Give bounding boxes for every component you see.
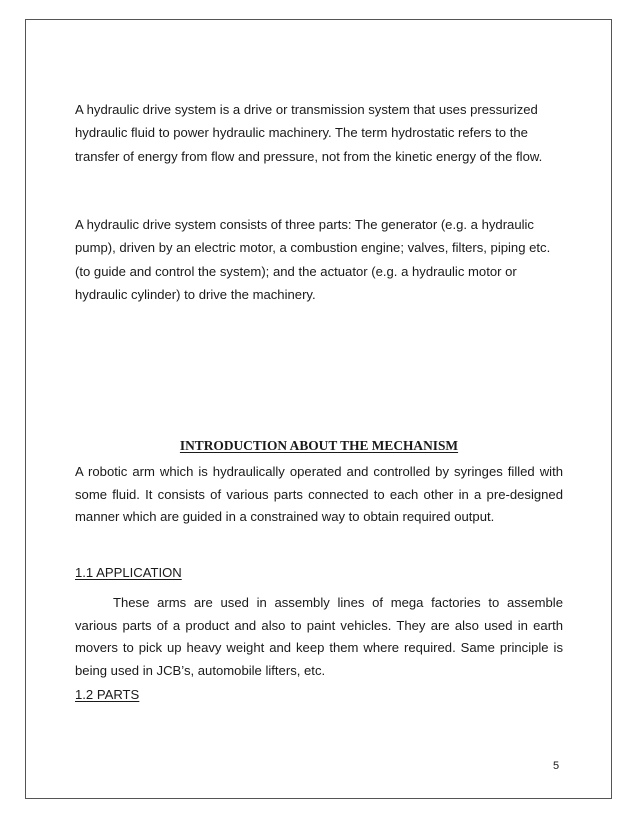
subheading-parts: 1.2 PARTS bbox=[75, 687, 140, 702]
subheading-application: 1.1 APPLICATION bbox=[75, 565, 182, 580]
page-number: 5 bbox=[553, 760, 560, 772]
paragraph-application: These arms are used in assembly lines of mega factories to assemble various parts of a product and also to paint vehicles. They are also used in earth movers to pick up heavy weight and keep them where required. Same principle is being used in JCB’s, automobile lifters, etc. bbox=[75, 595, 563, 678]
paragraph-robotic-arm-intro: A robotic arm which is hydraulically operated and controlled by syringes filled with some fluid. It consists of various parts connected to each other in a pre-designed manner which are guided in a constrained way to obtain required output. bbox=[75, 464, 563, 525]
section-heading-introduction: INTRODUCTION ABOUT THE MECHANISM bbox=[179, 438, 459, 453]
paragraph-hydraulic-drive-definition: A hydraulic drive system is a drive or transmission system that uses pressurized hydraulic fluid to power hydraulic machinery. The term hydrostatic refers to the transfer of energy from flow and pressure, not from the kinetic energy of the flow. bbox=[75, 102, 543, 164]
paragraph-hydraulic-drive-parts: A hydraulic drive system consists of three parts: The generator (e.g. a hydraulic pump), driven by an electric motor, a combustion engine; valves, filters, piping etc. (to guide and control the system); and the actuator (e.g. a hydraulic motor or hydraulic cylinder) to drive the machinery. bbox=[75, 217, 551, 302]
